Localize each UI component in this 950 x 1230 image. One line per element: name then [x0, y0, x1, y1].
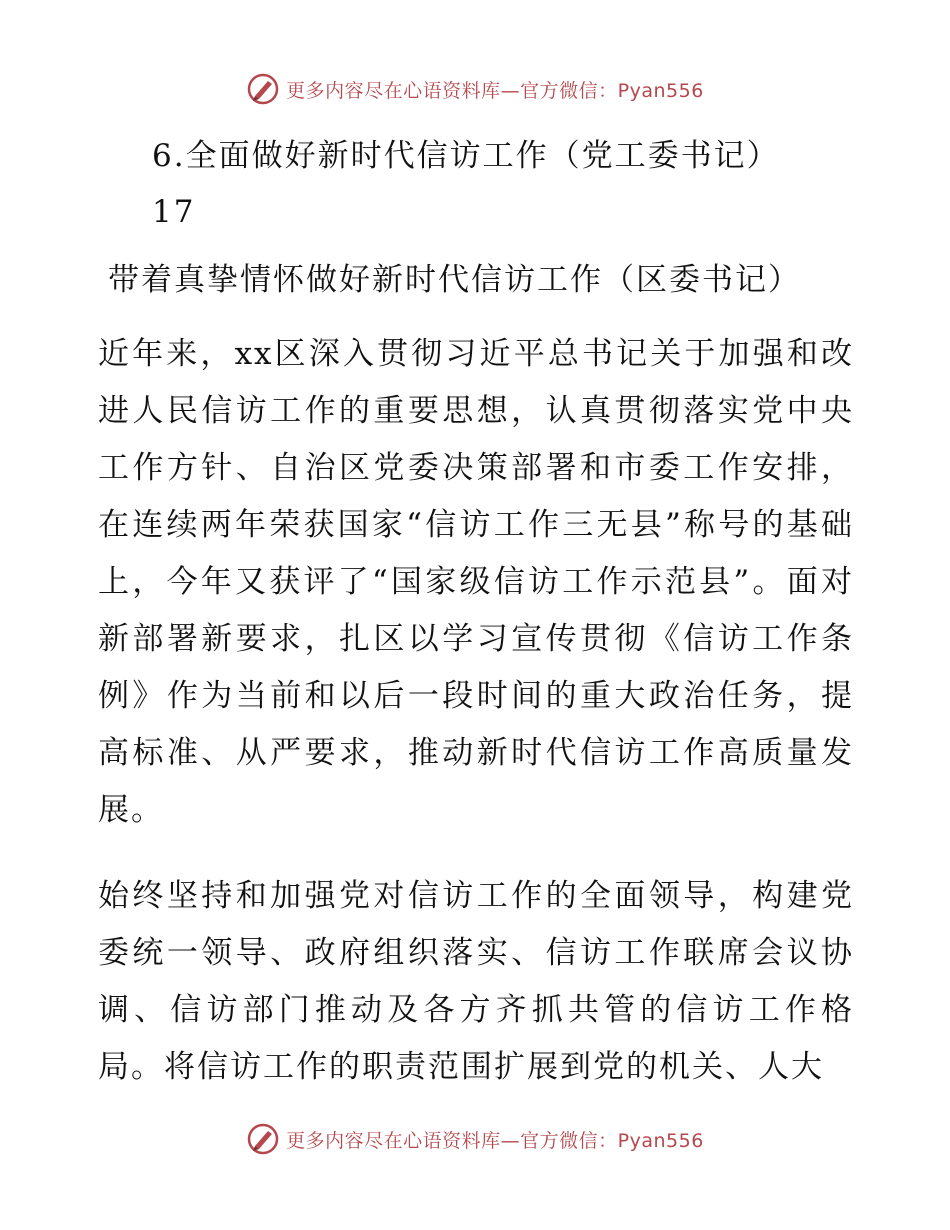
toc-page-number: 17 [152, 194, 196, 230]
article-title: 带着真挚情怀做好新时代信访工作（区委书记） [108, 262, 801, 298]
pen-seal-icon [246, 1122, 280, 1156]
footer-watermark [0, 1122, 950, 1156]
toc-entry [152, 128, 780, 240]
header-watermark [0, 72, 950, 106]
article-paragraph-1: 近年来，xx区深入贯彻习近平总书记关于加强和改进人民信访工作的重要思想，认真贯彻落实党中央工作方针、自治区党委决策部署和市委工作安排，在连续两年荣获国家“信访工作三无县”称号的基础上，今年又获评了“国家级信访工作示范县”。面对新部署新要求，扎区以学习宣传贯彻《信访工作条例》作为当前和以后一段时间的重大政治任务，提高标准、从严要求，推动新时代信访工作高质量发展。 [98, 336, 854, 828]
watermark-text: 更多内容尽在心语资料库—官方微信：Pyan556 [286, 79, 704, 102]
watermark-text: 更多内容尽在心语资料库—官方微信：Pyan556 [286, 1129, 704, 1152]
article-paragraph-2: 始终坚持和加强党对信访工作的全面领导，构建党委统一领导、政府组织落实、信访工作联席会议协调、信访部门推动及各方齐抓共管的信访工作格局。将信访工作的职责范围扩展到党的机关、人大 [98, 878, 854, 1085]
pen-seal-icon [246, 72, 280, 106]
toc-entry-title: 6.全面做好新时代信访工作（党工委书记） [152, 138, 780, 174]
